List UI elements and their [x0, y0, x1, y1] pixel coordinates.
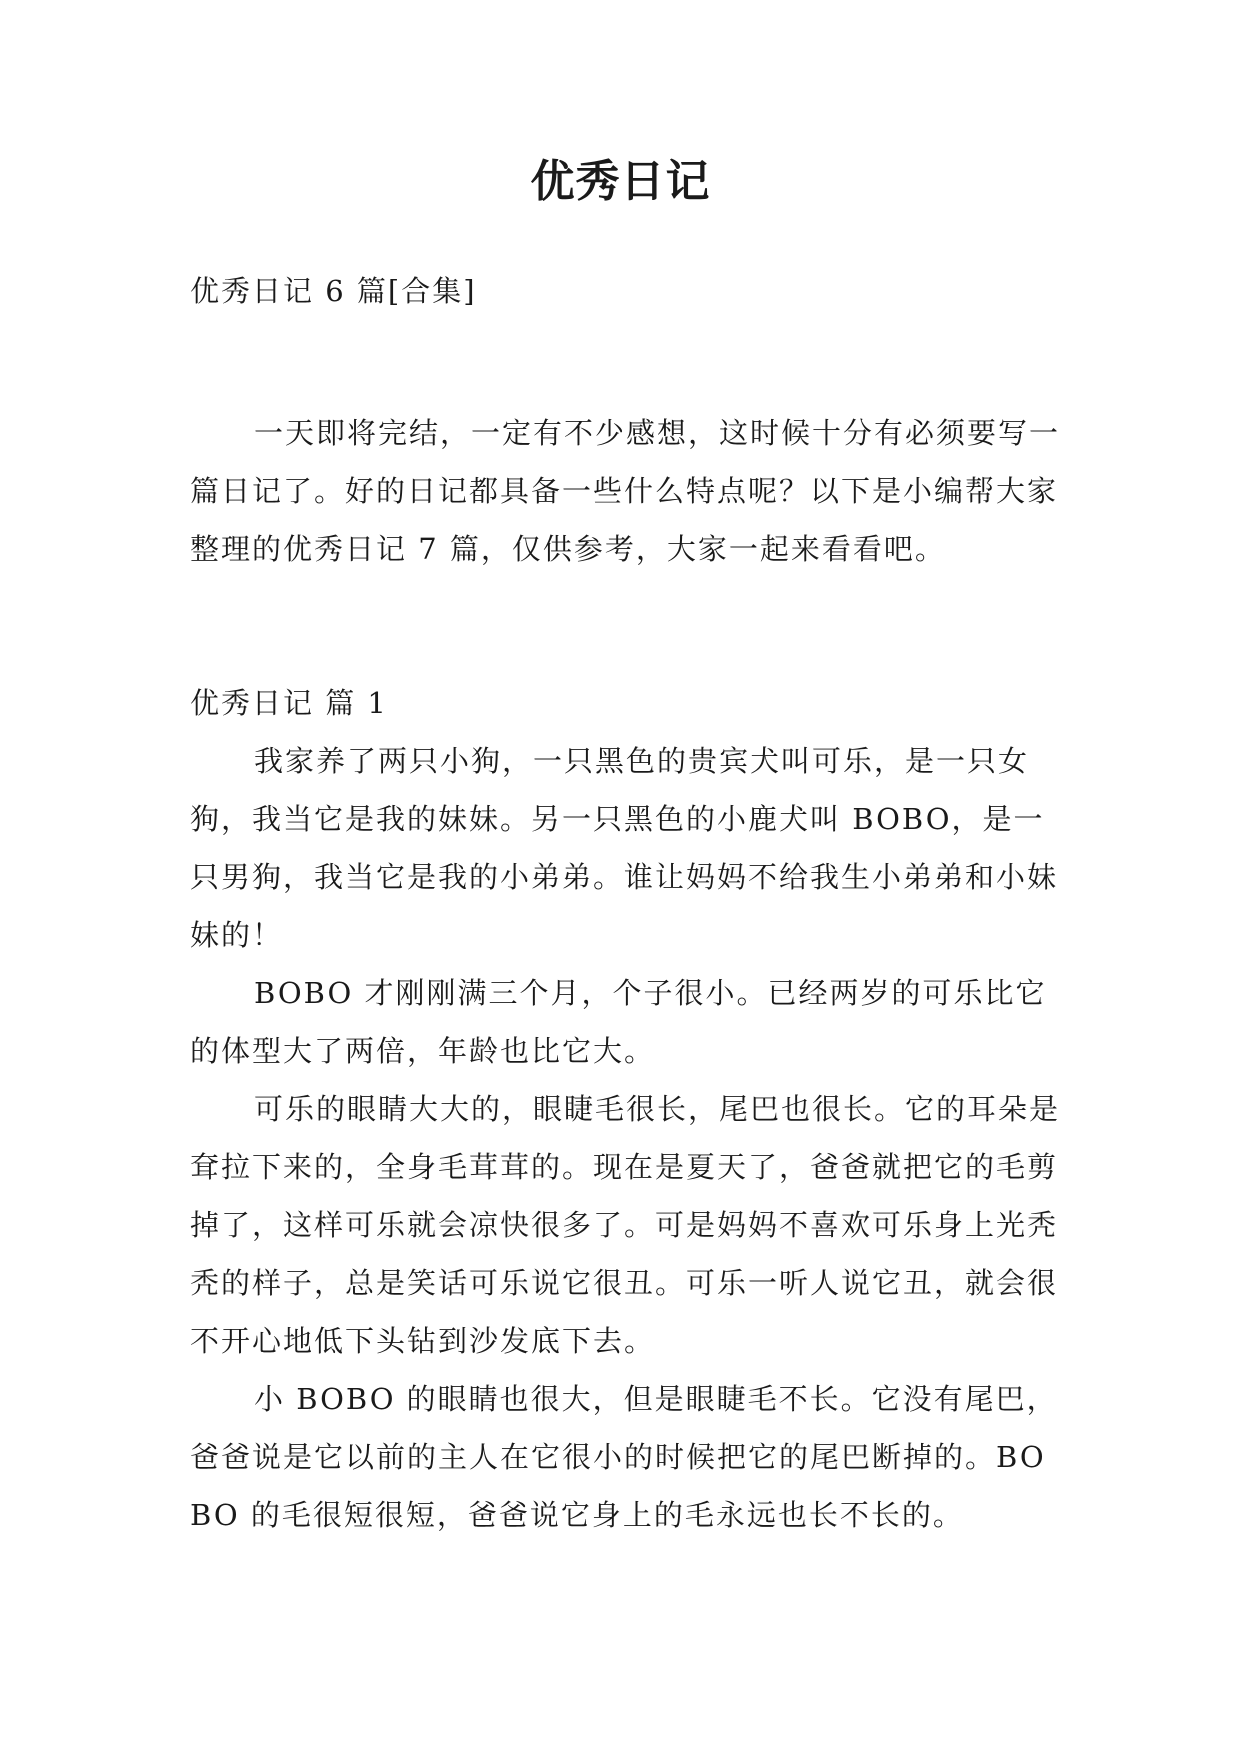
spacer	[190, 578, 1060, 674]
document-body	[190, 262, 1060, 1544]
body-paragraph-3: 可乐的眼睛大大的，眼睫毛很长，尾巴也很长。它的耳朵是耷拉下来的，全身毛茸茸的。现在是夏天了，爸爸就把它的毛剪掉了，这样可乐就会凉快很多了。可是妈妈不喜欢可乐身上光秃秃的样子，总是笑话可乐说它很丑。可乐一听人说它丑，就会很不开心地低下头钻到沙发底下去。	[190, 1092, 1061, 1358]
intro-paragraph: 一天即将完结，一定有不少感想，这时候十分有必须要写一篇日记了。好的日记都具备一些什么特点呢？以下是小编帮大家整理的优秀日记 7 篇，仅供参考，大家一起来看看吧。	[190, 416, 1061, 566]
spacer	[190, 320, 1060, 404]
section-heading: 优秀日记 篇 1	[190, 686, 388, 720]
document-subtitle: 优秀日记 6 篇[合集]	[190, 274, 477, 308]
body-paragraph-4: 小 BOBO 的眼睛也很大，但是眼睫毛不长。它没有尾巴，爸爸说是它以前的主人在它很小的时候把它的尾巴断掉的。BOBO 的毛很短很短，爸爸说它身上的毛永远也长不长的。	[190, 1382, 1058, 1532]
body-paragraph-2: BOBO 才刚刚满三个月，个子很小。已经两岁的可乐比它的体型大了两倍，年龄也比它大。	[190, 976, 1047, 1068]
document-title: 优秀日记	[530, 156, 711, 207]
body-paragraph-1: 我家养了两只小狗，一只黑色的贵宾犬叫可乐，是一只女狗，我当它是我的妹妹。另一只黑色的小鹿犬叫 BOBO，是一只男狗，我当它是我的小弟弟。谁让妈妈不给我生小弟弟和小妹妹的！	[190, 744, 1059, 952]
